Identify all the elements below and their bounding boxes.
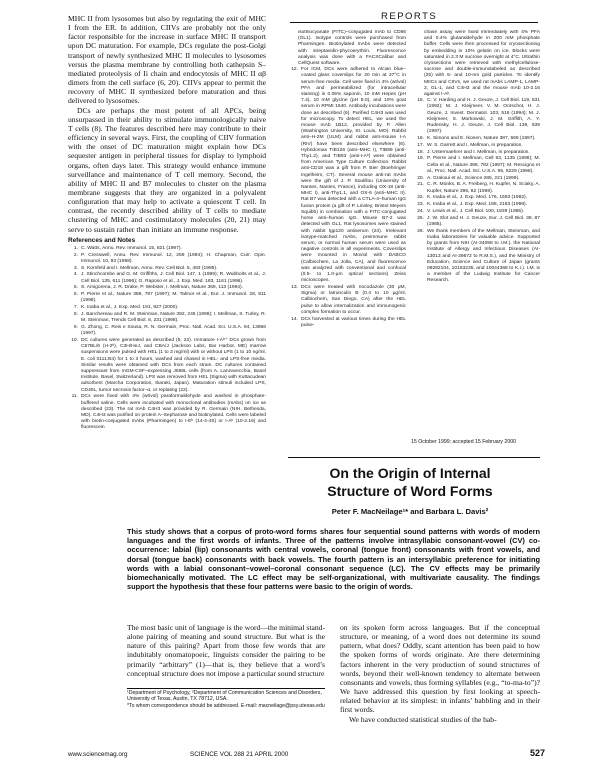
article-top-rule — [288, 457, 540, 458]
reference-item — [414, 143, 540, 149]
reference-item — [68, 338, 266, 394]
reference-text: C. V. Harding and H. J. Geuze, J. Cell Biol. 119, 531 (1992); M. J. Kleijmeer, V. M. Oorschot, H. J. Geuze, J. Invest. Dermatol. 103, 516 (1994); M. J. Kleijmeer, S. Morkowski, J. M. Griffith, A. Y. Rudensky, H. J. Geuze, J. Cell Biol. 139, 639 (1997). — [427, 98, 540, 135]
reference-item — [68, 246, 266, 252]
reference-text: J. Untermaehrer and I. Mellman, in preparation. — [427, 149, 530, 155]
reference-text: S. Kornfeld and I. Mellman, Annu. Rev. Cell Biol. 5, 483 (1989). — [81, 265, 218, 271]
reference-number: 18. — [417, 149, 424, 155]
article-body-right — [340, 623, 540, 743]
reference-text: C. R. Monks, B. A. Freiberg, H. Kupfer, N. Sciaky, A. Kupfer, Nature 395, 82 (1998). — [427, 182, 540, 194]
reference-number: 3. — [73, 265, 78, 271]
header-rule — [290, 22, 538, 23]
reference-item — [414, 182, 540, 194]
reference-text: A. Grakoui et al., Science 285, 221 (1999). — [427, 175, 520, 181]
reference-item — [414, 195, 540, 201]
reference-number: 7. — [73, 305, 78, 311]
reference-item — [68, 285, 266, 291]
reference-item — [288, 67, 406, 284]
reference-number: 19. — [417, 156, 424, 162]
reference-item — [414, 209, 540, 215]
reference-text: DC cultures were generated as described (5, 22). Immature I-Aᵇ⁺ DCs grown from C57BL/6 (H-2ᵇ), C3H/HeJ, and CBA/J (Jackson Labs, Bar Harbor, ME) marrow suspensions were pulsed with HEL (1 to 3 mg/ml) with or without LPS (1 to 10 ng/ml, E. coli 0111:B4) for 1 to 3 hours, washed and chased in HEL- and LPS-free media. Similar results were obtained with DCs from each strain. DC cultures contained suppressant from mGM-CSF–expressing J558L cells (from A. Lanzavecchia, Basel Institute, Basel, Switzerland). LPS was removed from HEL (Sigma) with Kuttacudean adsorbent (Marcha Corporation, Ibaraki, Japan). Maturation stimuli included LPS, CD40L, tumor necrosis factor–α, or replating (22). — [81, 337, 266, 393]
reference-text: We thank members of the Mellman, Steinman, and Inaba laboratories for valuable advice. Supported by grants from NIH (AI-34098 to I.M.), the National Institute of Allergy and Infectious Diseases (AI-13013 and AI-39672 to R.M.S.), and the Ministry of Education, Science and Culture of Japan (grants 08282104, 10153235, and 10044368 to K.I.). I.M. is a member of the Ludwig Institute for Cancer Research. — [427, 228, 540, 284]
reference-number: 12. — [291, 67, 298, 73]
reference-item — [414, 150, 540, 156]
reference-item — [68, 305, 266, 311]
reference-text: DCs harvested at various times during the HEL pulse- — [301, 316, 406, 328]
footer-url: www.sciencemag.org — [68, 751, 128, 758]
article-abstract: This study shows that a corpus of proto-word forms shares four sequential sound patterns with words of modern languages and the first words of infants. Three of the patterns involve intrasyllabic consonant-vowel (CV) co-occurrence: labial (lip) consonants with central vowels, coronal (tongue front) consonants with front vowels, and dorsal (tongue back) consonants with back vowels. The fourth pattern is an intersyllabic preference for initiating words with a labial consonant–vowel–coronal consonant sequence (LC). The CV effects may be primarily biomechanically motivated. The LC effect may be self-organizational, with multivariate causality. The findings support the hypothesis that these four patterns were basic to the origin of words. — [127, 527, 540, 592]
reference-item — [68, 312, 266, 324]
reference-item — [414, 216, 540, 228]
reference-text: DCs were treated with nocodazole (30 μM, Sigma) or latrunculin B (0.4 to 10 μg/ml, Calbiochem, San Diego, CA) after the HEL pulse to allow internalization and immunogenic complex formation to occur. — [301, 284, 406, 315]
article-body-left — [127, 623, 325, 687]
article-title: On the Origin of Internal Structure of Word Forms — [327, 465, 493, 499]
reference-number: 9. — [73, 324, 78, 330]
reference-number: 17. — [417, 142, 424, 148]
reference-text: C. Watts, Annu. Rev. Immunol. 15, 821 (1997). — [81, 245, 182, 251]
reference-item — [68, 272, 266, 284]
reference-text: V. Lewis et al., J. Cell Biol. 100, 1839 (1985). — [427, 209, 525, 215]
article-body-right-text: on its spoken form across languages. But if the conceptual structure, or meaning, of a word does not determine its sound pattern, what does? Oddly, scant attention has been paid to how the spoken forms of words originate. Are there determining factors inherent in the very production of sound structures of words, beyond their well-known tendency to alternate between consonants and vowels, thus forming syllables (e.g., “to-ma-to”)? We have addressed this question by first looking at speech-related behavior at its simplest: in infants’ babbling and in their first words. — [340, 623, 540, 715]
left-body — [68, 14, 266, 234]
reports-header: REPORTS — [381, 11, 438, 22]
article-body-right-text-2: We have conducted statistical studies of the bab- — [349, 714, 497, 724]
reference-text: S. Amigorena, J. R. Drake, P. Webster, I. Mellman, Nature 369, 113 (1994). — [81, 285, 244, 291]
page-number: 527 — [530, 748, 546, 758]
reference-text: K. Inaba et al., J. Exp. Med. 176, 1693 (1992). — [427, 195, 528, 201]
reference-text: G. Zhong, C. Reis e Sousa, R. N. Germain, Proc. Natl. Acad. Sci. U.S.A. 94, 13856 (1997). — [81, 324, 266, 337]
reference-number: 21. — [417, 182, 424, 188]
middle-references — [288, 67, 406, 329]
reference-number: 22. — [417, 195, 424, 201]
article-authors: Peter F. MacNeilage¹* and Barbara L. Davis² — [331, 507, 489, 516]
left-paragraph-2: DCs are perhaps the most potent of all APCs, being unsurpassed in their ability to stimulate immunologically naive T cells (8). The features described here may contribute to their efficiency in several ways. First, the coupling of CIIV formation with the onset of DC maturation might explain how DCs sequester antigen in peripheral tissues for display to lymphoid organs, often days later. This strategy would enhance immune surveillance and maintenance of T cell memory. Second, the ability of MHC II and B7 molecules to cluster on the plasma membrane suggests that they are organized in a polyvalent configuration that may help to activate a quiescent T cell. In contrast, the recently described ability of T cells to mediate clustering of MHC and costimulatory molecules (20, 21) may serve to sustain rather than initiate an immune response. — [68, 105, 266, 234]
reference-number: 15. — [417, 98, 424, 104]
reference-text: P. Pierre et al., Nature 388, 787 (1997); M. Talmor et al., Eur. J. Immunol. 28, 811 (1998). — [81, 292, 266, 304]
reference-item — [414, 229, 540, 285]
reference-item — [414, 136, 540, 142]
middle-intro: isothiocyanate (FITC)–conjugated mAb to CD86 (GL1). Isotype controls were purchased from Pharmingen. Biotinylated mAbs were detected with streptavidin-phycoerythrin. Fluorescence analysis was done with a FACSCalibur and CellQuest software. — [298, 30, 406, 67]
footer-journal-info: SCIENCE VOL 288 21 APRIL 2000 — [190, 751, 289, 758]
reference-number: 26. — [417, 228, 424, 234]
reference-item — [414, 156, 540, 175]
reference-number: 2. — [73, 252, 78, 258]
reference-number: 8. — [73, 311, 78, 317]
right-intro: chase assay were fixed immediately with 4% PFA and 0.4% glutaraldehyde in 200 mM phosphate buffer. Cells were then processed for cryosectioning by embedding in 10% gelatin on ice. Blocks were saturated in 2.3 M sucrose overnight at 4°C. Ultrathin cryosections were retrieved with methylcellulose-sucrose and double-immunolabeled as described (25) with 5- and 10-nm gold particles. To identify MIICs and CIIVs, we used rat mAbs LAMP-1, LAMP-2, GL-1, and C4H3 and the mouse mAb 10-2.16 against I-Aᵏ. — [424, 30, 540, 98]
reference-item — [68, 253, 266, 265]
reference-number: 11. — [71, 394, 78, 400]
reference-text: P. Pierre and I. Mellman, Cell 93, 1135 (1998); M. Cella et al., Nature 388, 782 (1997); M. Rescigno et al., Proc. Natl. Acad. Sci. U.S.A. 95, 5229 (1998). — [427, 156, 540, 174]
reference-text: K. Inaba et al., J. Exp. Med. 188, 2163 (1998). — [427, 202, 528, 208]
reference-number: 16. — [417, 136, 424, 142]
reference-item — [414, 98, 540, 135]
reference-text: For ICM, DCs were adhered to Alcian blue–coated glass coverslips for 20 min at 37°C in serum-free media. Cell were fixed in 4% (wt/vol) PFA and permeabilized (for intracellular staining) in 0.05% saponin, 10 mM Hepes (pH 7.4), 10 mM glycine (pH 8.0), and 10% goat serum in RPMI 1640. Antibody incubations were done as described (6). Purified C4H3 was used for microscopy. To detect HEL, we used the mouse mAb 1B12, provided by P. Allen (Washington University, St. Louis, MO). Rabbit anti–H-2M (ULM) and rabbit anti-mouse I-A (RIV) have been described elsewhere (6). Hybridomas TIB126 (anti–MHC I), TIB99 (anti-Thy1.2), and TIB93 (anti-I-Aᵇ) were obtained from American Type Culture Collection. Rabbit anti-CD18 was a gift from P. Bier (Boehringer Ingelheim, CT). Several mouse anti-rat mAbs were the gift of J. P. Soulillou (University of Nantes, Nantes, France), including OX-18 (anti-MHC I), anti-Thy1.1, and OX-6 (anti–MHC II). Rat B7 was detected with a CTLA-4–human IgG fusion protein (a gift of P. Linsley, Bristol Meyers Squibb) in combination with a FITC-conjugated horse anti–human IgG. Mouse B7-2 was detected with GL1. Rat lysosomes were stained with rabbit lgp120 antiserum (24). Irrelevant isotype-matched mAbs, preimmune rabbit serum, or normal human serum were used as negative controls in all experiments. Coverslips were mounted in Moviol with DABCO (Calbiochem, La Jolla, CA), and fluorescence was analyzed with conventional and confocal (0.5- to 1.0-μm optical sections) Zeiss microscopes. — [301, 67, 406, 284]
reference-text: J. W. Slot and H. J. Geuze, Eur. J. Cell Biol. 38, 87 (1985). — [427, 215, 540, 228]
footnote-correspondence: *To whom correspondence should be addressed. E-mail: macneilage@psy.utexas.edu — [127, 702, 325, 709]
reference-text: J. Stinchcombe and G. M. Griffiths, J. Cell Biol. 147, 1 (1999); R. Wubbolts et al., J. Cell Biol. 135, 611 (1996); G. Raposo et al., J. Exp. Med. 183, 1161 (1996). — [81, 272, 266, 284]
reference-item — [68, 266, 266, 272]
reference-text: P. Cresswell, Annu. Rev. Immunol. 12, 259 (1994); H. Chapman, Curr. Opin. Immunol. 10, 93 (1998). — [81, 252, 266, 264]
left-paragraph-1: MHC II from lysosomes but also by regulating the exit of MHC I from the ER. In addition, CIIVs are probably not the only factor responsible for the increase in surface MHC II transport upon DC maturation. For example, DCs regulate the post-Golgi transport of newly synthesized MHC II molecules to lysosomes versus the plasma membrane by controlling both cathepsin S–mediated proteolysis of Ii chain and endocytosis of MHC II αβ dimers from the cell surface (6, 20). CIIVs appear to permit the recovery of MHC II synthesized before maturation and thus delivered to lysosomes. — [68, 14, 266, 106]
reference-number: 14. — [291, 316, 298, 322]
right-references — [414, 98, 540, 284]
reference-number: 25. — [417, 215, 424, 221]
reference-number: 5. — [73, 285, 78, 291]
article-body-left-text: The most basic unit of language is the word—the minimal stand-alone pairing of meaning and sound structure. But what is the nature of this pairing? Apart from those few words that are indubitably onomatopoeic, linguists consider the pairing to be primarily “arbitrary” (1)—that is, they believe that a word’s conceptual structure does not impose a particular sound structure — [127, 623, 325, 678]
reference-text: W. S. Garrett and I. Mellman, in preparation. — [427, 142, 523, 148]
reference-item — [68, 292, 266, 304]
reference-text: K. Inaba et al., J. Exp. Med. 191, 927 (2000). — [81, 305, 179, 311]
reference-number: 20. — [417, 175, 424, 181]
reference-item — [288, 317, 406, 329]
reference-number: 1. — [73, 245, 78, 251]
reference-number: 4. — [73, 272, 78, 278]
right-column — [414, 30, 540, 440]
reference-number: 6. — [73, 292, 78, 298]
reference-number: 23. — [417, 202, 424, 208]
reference-number: 24. — [417, 209, 424, 215]
reference-text: J. Banchereau and R. M. Steinman, Nature 392, 245 (1998); I. Mellman, S. Turley, R. M. Steinman, Trends Cell Biol. 8, 231 (1998). — [81, 311, 266, 324]
footnote-affiliation: ¹Department of Psychology, ²Department of Communication Sciences and Disorders, University of Texas, Austin, TX 78712, USA. — [127, 690, 322, 703]
left-references — [68, 246, 266, 432]
reference-text: DCs were fixed with 4% (wt/vol) paraformaldehyde and washed in phosphate-buffered saline. Cells were incubated with monoclonal antibodies (mAbs) on ice as described (23). The rat mAb C4H3 was provided by R. Germain (NIH, Bethesda, MD). C4H3 was purified on protein A–Sepharose and biotinylated. Cells were labeled with biotin-conjugated mAbs (Pharmingen) to I-Eᵏ (14-4-4S) or I-Aᵏ (10-2.16) and fluorescein — [81, 394, 266, 431]
middle-column — [288, 30, 406, 450]
reference-number: 13. — [291, 284, 298, 290]
reference-item — [288, 285, 406, 316]
reference-item — [68, 394, 266, 431]
references-heading: References and Notes — [68, 236, 136, 244]
received-dates: 15 October 1999; accepted 15 February 2000 — [411, 439, 516, 445]
footnotes — [127, 690, 325, 709]
reference-text: K. Simons and E. Ikonen, Nature 387, 569 (1997). — [427, 136, 536, 142]
footnote-rule — [127, 688, 325, 689]
reference-item — [414, 202, 540, 208]
reference-item — [414, 176, 540, 182]
reference-item — [68, 325, 266, 337]
reference-number: 10. — [71, 337, 78, 343]
